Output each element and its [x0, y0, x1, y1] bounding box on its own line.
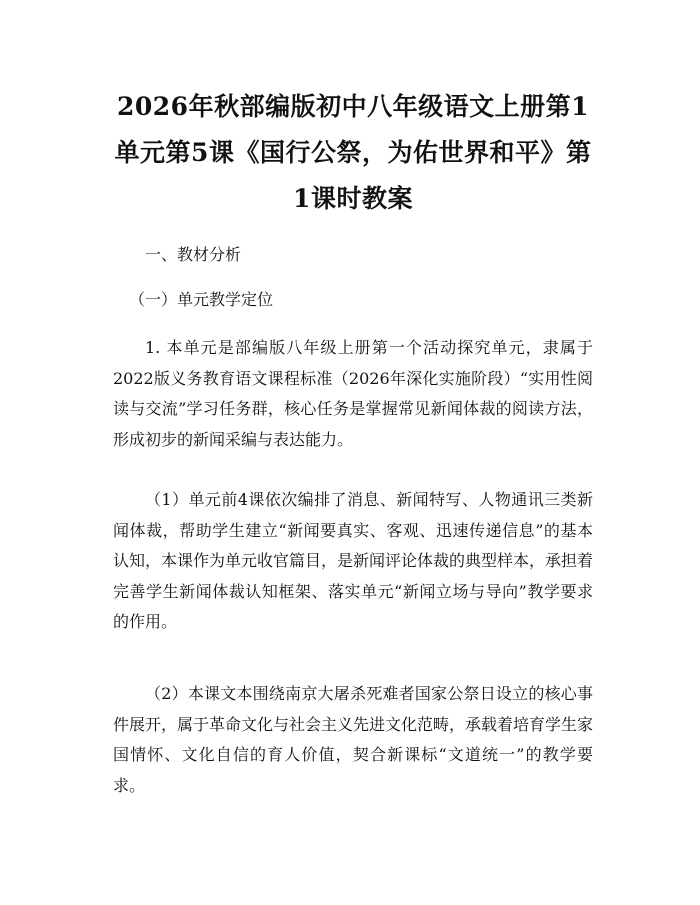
subsection-heading: （一）单元教学定位 [129, 290, 274, 309]
section-heading: 一、教材分析 [145, 245, 242, 264]
paragraph-3: （2）本课文本围绕南京大屠杀死难者国家公祭日设立的核心事件展开，属于革命文化与社会主义先进文化范畴，承载着培育学生家国情怀、文化自信的育人价值，契合新课标“文道统一”的教学要求。 [113, 684, 594, 795]
paragraph-1: 1. 本单元是部编版八年级上册第一个活动探究单元，隶属于2022版义务教育语文课程标准（2026年深化实施阶段）“实用性阅读与交流”学习任务群，核心任务是掌握常见新闻体裁的阅读方法，形成初步的新闻采编与表达能力。 [113, 338, 593, 449]
paragraph-2: （1）单元前4课依次编排了消息、新闻特写、人物通讯三类新闻体裁，帮助学生建立“新闻要真实、客观、迅速传递信息”的基本认知，本课作为单元收官篇目，是新闻评论体裁的典型样本，承担着完善学生新闻体裁认知框架、落实单元“新闻立场与导向”教学要求的作用。 [113, 490, 594, 631]
document-title: 2026年秋部编版初中八年级语文上册第1单元第5课《国行公祭，为佑世界和平》第1课时教案 [114, 92, 592, 213]
